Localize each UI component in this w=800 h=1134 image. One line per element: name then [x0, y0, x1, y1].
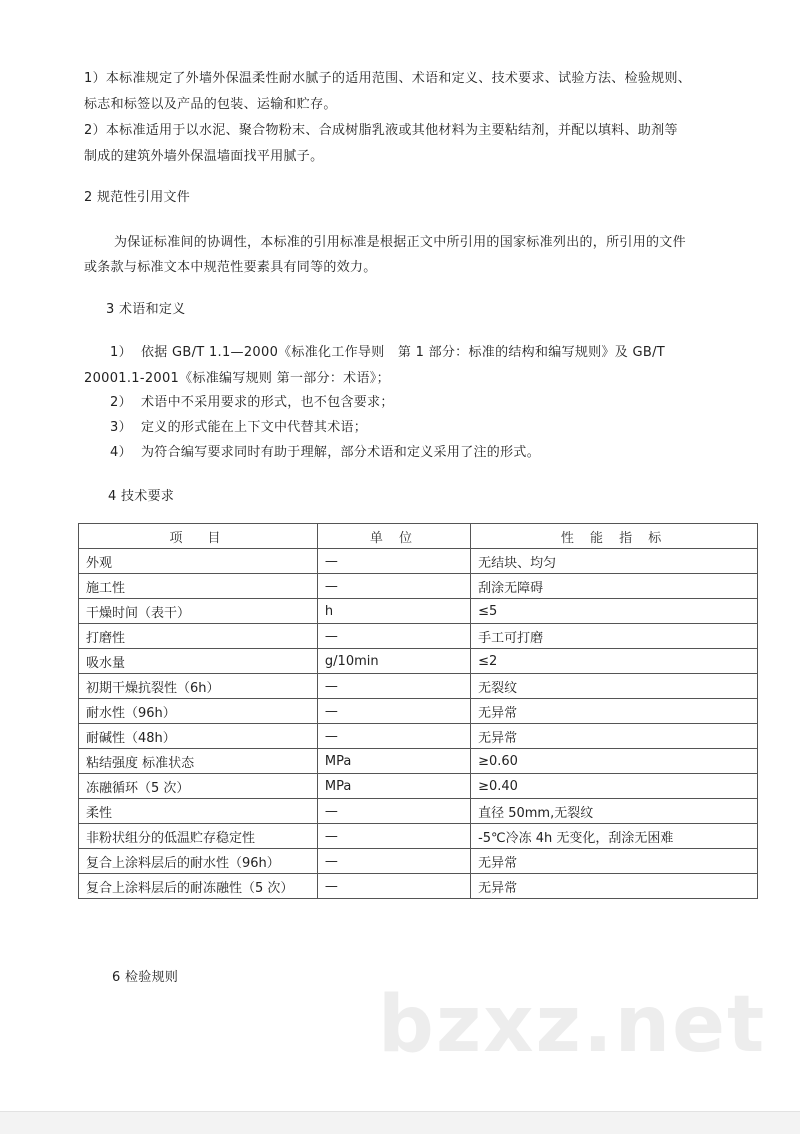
cell-item: 耐水性（96h）: [79, 699, 318, 724]
cell-item: 吸水量: [79, 649, 318, 674]
scope-line-1: 1）本标准规定了外墙外保温柔性耐水腻子的适用范围、术语和定义、技术要求、试验方法、检验规则、: [84, 71, 692, 86]
cell-item: 复合上涂料层后的耐水性（96h）: [79, 849, 318, 874]
table-header-row: [79, 524, 758, 549]
cell-item: 粘结强度 标准状态: [79, 749, 318, 774]
term-item-text: 依据 GB/T 1.1—2000《标准化工作导则 第 1 部分：标准的结构和编写规则》及 GB/T: [141, 345, 666, 360]
term-item-text: 术语中不采用要求的形式，也不包含要求；: [141, 395, 394, 410]
cell-unit: —: [317, 874, 470, 899]
cell-spec: ≥0.60: [471, 749, 758, 774]
cell-spec: -5℃冷冻 4h 无变化，刮涂无困难: [471, 824, 758, 849]
table-row: [79, 799, 758, 824]
technical-requirements-table: [78, 523, 758, 899]
table-row: [79, 774, 758, 799]
cell-item: 初期干燥抗裂性（6h）: [79, 674, 318, 699]
cell-unit: —: [317, 724, 470, 749]
term-item-3: [110, 418, 367, 438]
cell-item: 复合上涂料层后的耐冻融性（5 次）: [79, 874, 318, 899]
section-2-heading: 2 规范性引用文件: [84, 190, 191, 205]
term-item-4: [110, 443, 540, 463]
table-row: [79, 649, 758, 674]
scope-line-2: 标志和标签以及产品的包装、运输和贮存。: [84, 97, 337, 112]
column-header-unit: 单 位: [317, 524, 470, 549]
cell-item: 非粉状组分的低温贮存稳定性: [79, 824, 318, 849]
cell-spec: ≤5: [471, 599, 758, 624]
cell-item: 打磨性: [79, 624, 318, 649]
cell-unit: —: [317, 699, 470, 724]
term-item-number: 1）: [110, 345, 132, 360]
table-row: [79, 624, 758, 649]
cell-item: 施工性: [79, 574, 318, 599]
cell-spec: 无异常: [471, 874, 758, 899]
section-3-heading: 3 术语和定义: [106, 302, 186, 317]
term-item-2: [110, 393, 394, 413]
cell-item: 干燥时间（表干）: [79, 599, 318, 624]
cell-unit: —: [317, 574, 470, 599]
cell-item: 耐碱性（48h）: [79, 724, 318, 749]
term-item-text: 定义的形式能在上下文中代替其术语；: [141, 420, 368, 435]
cell-spec: 无结块、均匀: [471, 549, 758, 574]
cell-unit: —: [317, 674, 470, 699]
cell-spec: 无异常: [471, 724, 758, 749]
cell-spec: 手工可打磨: [471, 624, 758, 649]
cell-unit: MPa: [317, 749, 470, 774]
column-header-item: 项 目: [79, 524, 318, 549]
cell-unit: g/10min: [317, 649, 470, 674]
cell-spec: ≥0.40: [471, 774, 758, 799]
watermark-text: bzxz.net: [378, 980, 767, 1070]
term-item-1: [110, 343, 665, 363]
cell-unit: —: [317, 799, 470, 824]
term-item-1-continuation: 20001.1-2001《标准编写规则 第一部分：术语》；: [84, 371, 390, 386]
table-row: [79, 549, 758, 574]
cell-unit: —: [317, 824, 470, 849]
table-row: [79, 699, 758, 724]
column-header-spec: 性 能 指 标: [471, 524, 758, 549]
term-item-number: 2）: [110, 395, 132, 410]
cell-spec: 无异常: [471, 699, 758, 724]
cell-unit: —: [317, 624, 470, 649]
term-item-text: 为符合编写要求同时有助于理解，部分术语和定义采用了注的形式。: [141, 445, 541, 460]
table-row: [79, 724, 758, 749]
table-row: [79, 849, 758, 874]
page-bottom-strip: [0, 1111, 800, 1134]
table-row: [79, 824, 758, 849]
table-row: [79, 599, 758, 624]
section-4-heading: 4 技术要求: [108, 489, 175, 504]
scope-line-4: 制成的建筑外墙外保温墙面找平用腻子。: [84, 149, 324, 164]
cell-unit: h: [317, 599, 470, 624]
cell-spec: ≤2: [471, 649, 758, 674]
cell-item: 冻融循环（5 次）: [79, 774, 318, 799]
cell-unit: MPa: [317, 774, 470, 799]
section-6-heading: 6 检验规则: [112, 970, 179, 985]
cell-item: 外观: [79, 549, 318, 574]
scope-line-3: 2）本标准适用于以水泥、聚合物粉末、合成树脂乳液或其他材料为主要粘结剂，并配以填料、助剂等: [84, 123, 678, 138]
table-row: [79, 874, 758, 899]
table-row: [79, 674, 758, 699]
section-2-para-line-2: 或条款与标准文本中规范性要素具有同等的效力。: [84, 260, 377, 275]
cell-unit: —: [317, 549, 470, 574]
section-2-para-line-1: 为保证标准间的协调性，本标准的引用标准是根据正文中所引用的国家标准列出的，所引用的文件: [114, 235, 686, 250]
cell-item: 柔性: [79, 799, 318, 824]
cell-spec: 直径 50mm,无裂纹: [471, 799, 758, 824]
cell-spec: 刮涂无障碍: [471, 574, 758, 599]
term-item-number: 4）: [110, 445, 132, 460]
cell-spec: 无裂纹: [471, 674, 758, 699]
cell-spec: 无异常: [471, 849, 758, 874]
cell-unit: —: [317, 849, 470, 874]
table-row: [79, 749, 758, 774]
table-row: [79, 574, 758, 599]
term-item-number: 3）: [110, 420, 132, 435]
